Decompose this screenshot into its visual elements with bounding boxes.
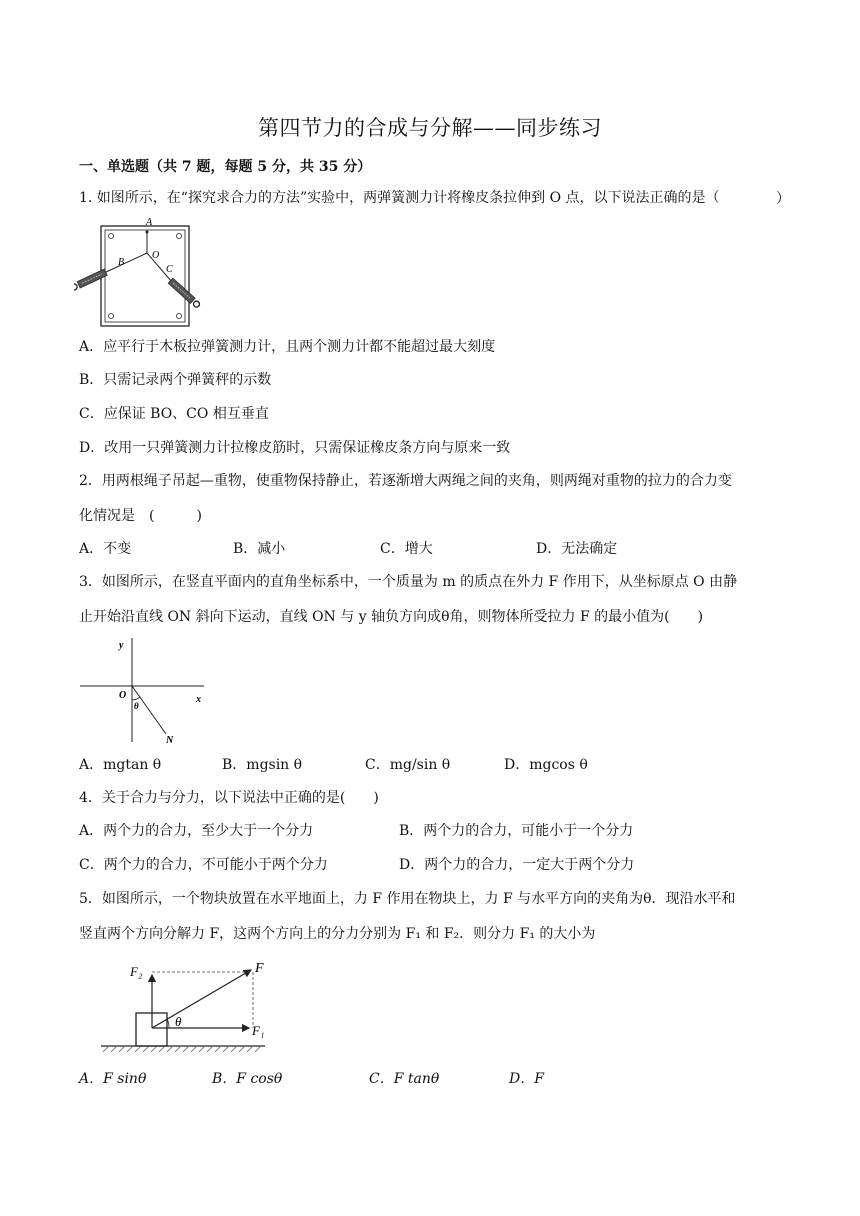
q4-option-a: A．两个力的合力，至少大于一个分力 <box>79 823 314 839</box>
q1-figure <box>74 214 204 334</box>
q2-option-b: B．减小 <box>233 541 286 557</box>
q2-option-d: D．无法确定 <box>536 541 618 557</box>
q5-stem-line2: 竖直两个方向分解力 F，这两个方向上的分力分别为 F₁ 和 F₂．则分力 F₁ 的大小为 <box>79 926 596 942</box>
q1-option-d: D．改用一只弹簧测力计拉橡皮筋时，只需保证橡皮条方向与原来一致 <box>79 440 511 456</box>
q3-option-d: D．mgcos θ <box>504 757 588 773</box>
label-theta: θ <box>134 701 139 711</box>
q1-option-c: C．应保证 BO、CO 相互垂直 <box>79 406 269 422</box>
q1-stem: 1. 如图所示，在“探究求合力的方法”实验中，两弹簧测力计将橡皮条拉伸到 O 点，以下说法正确的是（ <box>79 190 720 206</box>
q3-figure <box>78 634 208 746</box>
q3-option-c: C．mg/sin θ <box>365 757 451 773</box>
label-c: C <box>166 264 173 275</box>
q5-stem-line1: 5．如图所示，一个物块放置在水平地面上，力 F 作用在物块上，力 F 与水平方向的夹角为θ．现沿水平和 <box>79 891 736 907</box>
q4-option-d: D．两个力的合力，一定大于两个分力 <box>399 857 635 873</box>
q5-option-b: B．F cosθ <box>212 1071 283 1087</box>
label-y: y <box>119 640 124 651</box>
section-heading: 一、单选题（共 7 题，每题 5 分，共 35 分） <box>79 159 372 175</box>
q2-option-a: A．不变 <box>79 541 132 557</box>
q3-option-b: B．mgsin θ <box>222 757 303 773</box>
label-theta: θ <box>175 1014 182 1029</box>
label-x: x <box>196 694 201 705</box>
q5-figure <box>99 955 269 1057</box>
board-frame <box>101 226 189 326</box>
q2-stem-line2: 化情况是 ( ) <box>79 508 202 524</box>
label-a: A <box>146 217 153 228</box>
q2-stem-line1: 2．用两根绳子吊起—重物，使重物保持静止，若逐渐增大两绳之间的夹角，则两绳对重物的拉力的合力变 <box>79 473 732 489</box>
ground-hatch <box>103 1046 261 1052</box>
pin-icon <box>177 314 182 319</box>
q4-option-c: C．两个力的合力，不可能小于两个分力 <box>79 857 328 873</box>
string-b <box>104 253 147 273</box>
q5-option-c: C．F tanθ <box>369 1071 440 1087</box>
label-b: B <box>118 257 125 268</box>
page-title: 第四节力的合成与分解——同步练习 <box>258 116 602 140</box>
pin-icon <box>109 314 114 319</box>
q5-option-a: A．F sinθ <box>79 1071 147 1087</box>
label-f1: F₁ <box>252 1023 265 1038</box>
q2-option-c: C．增大 <box>380 541 433 557</box>
q1-stem-close: ） <box>776 191 790 207</box>
label-n: N <box>166 735 174 746</box>
spring-scale-left-icon <box>74 269 107 291</box>
q3-stem-line1: 3．如图所示，在竖直平面内的直角坐标系中，一个质量为 m 的质点在外力 F 作用下，从坐标原点 O 由静 <box>79 574 738 590</box>
label-o: O <box>152 250 160 261</box>
q4-option-b: B．两个力的合力，可能小于一个分力 <box>399 823 634 839</box>
label-f: F <box>255 961 264 976</box>
pin-icon <box>177 234 182 239</box>
anchor-point <box>146 231 149 234</box>
board-inner <box>105 230 185 322</box>
q1-option-b: B．只需记录两个弹簧秤的示数 <box>79 372 272 388</box>
theta-arc <box>132 697 140 700</box>
label-o: O <box>119 690 127 701</box>
pin-icon <box>109 234 114 239</box>
q3-stem-line2: 止开始沿直线 ON 斜向下运动，直线 ON 与 y 轴负方向成θ角，则物体所受拉力 F 的最小值为( ) <box>79 609 704 625</box>
q1-option-a: A．应平行于木板拉弹簧测力计，且两个测力计都不能超过最大刻度 <box>79 339 496 355</box>
q3-option-a: A．mgtan θ <box>79 757 162 773</box>
label-f2: F₂ <box>130 964 143 979</box>
q4-stem: 4．关于合力与分力，以下说法中正确的是( ) <box>79 790 379 806</box>
q5-option-d: D．F <box>509 1071 544 1087</box>
